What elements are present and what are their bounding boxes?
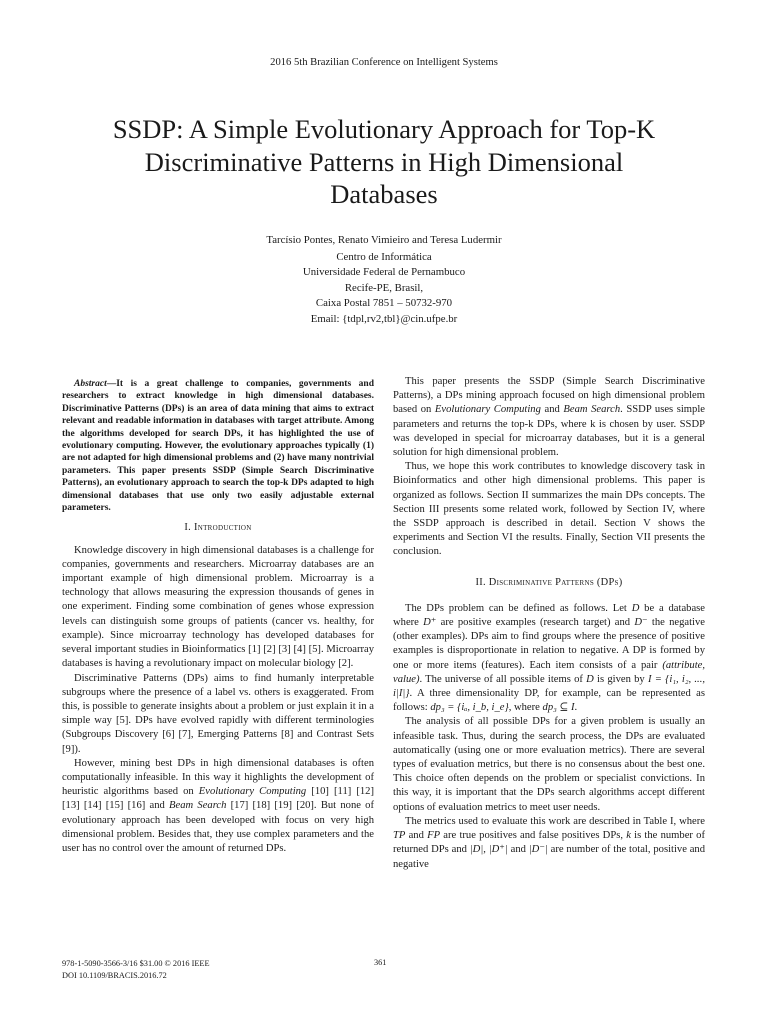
text-run: . The universe of all possible items of	[419, 673, 587, 685]
text-run: .	[574, 702, 578, 714]
text-run: are true positives and false positives DPs,	[440, 830, 627, 842]
section-title: Introduction	[193, 522, 252, 534]
text-run: are positive examples (research target) and	[436, 617, 635, 629]
math: k	[626, 830, 631, 842]
math: D⁺	[423, 617, 437, 629]
text-run: and	[405, 830, 428, 842]
paper-title: SSDP: A Simple Evolutionary Approach for Top-K Discriminative Patterns in High Dimensional Databases	[112, 114, 656, 209]
math: |D|	[469, 844, 484, 856]
right-column	[393, 375, 705, 872]
text-run: This paper presents the SSDP (Simple Search Discriminative Patterns), a DPs mining approach focused on high dimensional problem based on	[393, 376, 705, 416]
conference-header: 2016 5th Brazilian Conference on Intelligent Systems	[270, 57, 498, 68]
section-heading-introduction	[62, 521, 374, 535]
dps-paragraph-3	[393, 815, 705, 872]
text-run: . A three dimensionality DP, for example, can be represented as follows:	[393, 688, 705, 714]
math: dp₃ ⊆ I	[542, 702, 575, 714]
abstract	[62, 378, 374, 514]
math: (attribute, value)	[393, 659, 705, 685]
math: FP	[427, 830, 441, 842]
math: |D⁺|	[488, 844, 508, 856]
math: I = {i₁, i₂, ..., i|I|}	[393, 673, 706, 700]
text-run: The DPs problem can be defined as follows. Let	[405, 602, 632, 614]
math: D	[631, 602, 640, 614]
text-run: is given by	[593, 673, 648, 685]
affiliation-dept: Centro de Informática	[336, 251, 432, 263]
text-run: [10] [11] [12] [13] [14] [15] [16] and	[62, 786, 374, 812]
intro-paragraph-5: Thus, we hope this work contributes to knowledge discovery task in Bioinformatics and other high dimensional problems. This paper is organized as follows. Section II summarizes the main DPs concepts. The Section III presents some related work, followed by Section IV, where the SSDP approach is described in detail. Section V shows the experiments and Section VI the results. Finally, Section VII presents the conclusion.	[393, 461, 705, 558]
footer-left	[62, 958, 210, 981]
text-run: [17] [18] [19] [20]. But none of evolutionary approach has been developed with focus on very high dimensional problem. Besides that, they use complex parameters and the user has no control over the amount of returned DPs.	[62, 800, 374, 854]
emphasis: Beam Search	[563, 404, 621, 416]
footer-isbn: 978-1-5090-3566-3/16 $31.00 © 2016 IEEE	[62, 959, 210, 968]
text-run: is the number of returned DPs and	[393, 830, 705, 856]
emphasis: Beam Search	[169, 800, 227, 812]
section-heading-dps	[393, 576, 705, 590]
text-run: the negative (other examples). DPs aim to find groups where the presence of positive examples is disproportionate in relation to negative. A DP is formed by one or more items (features). Each item consists of a pair	[393, 617, 705, 671]
page-number: 361	[374, 958, 387, 967]
emphasis: Evolutionary Computing	[434, 404, 541, 416]
intro-paragraph-1: Knowledge discovery in high dimensional databases is a challenge for companies, governments and researchers. Microarray databases are an important example of high dimensional problem. Microarray is a technology that allows measuring the expression thousands of genes in one experiment. Finding some combination of genes whose expression levels can distinguish some groups of patients (cancer vs. healthy, for example). Since microarray technology has developed databases for several important studies in Bioinformatics [1] [2] [3] [4] [5]. Microarray databases is having a revolutionary impact on molecular biology [2].	[62, 544, 374, 670]
dps-paragraph-2: The analysis of all possible DPs for a given problem is usually an infeasible task. Thus, during the search process, the DPs are evaluated automatically (using one or more evaluation metrics). There are several types of evaluation metrics, but there is no consensus about the best one. This choice often depends on the problem or specialist convictions. In this way, it is important that the DPs search algorithms accept different options of evaluation metrics to meet user needs.	[393, 716, 705, 813]
text-run: However, mining best DPs in high dimensional databases is often computationally infeasible. In this way it highlights the development of heuristic algorithms based on	[62, 757, 374, 798]
section-number: I.	[184, 522, 192, 534]
text-run: and	[507, 844, 529, 856]
text-run: and	[540, 404, 564, 416]
affiliation-postal: Caixa Postal 7851 – 50732-970	[315, 297, 453, 310]
math: D	[586, 673, 594, 685]
emphasis: Evolutionary Computing	[198, 786, 307, 798]
math: |D⁻|	[528, 844, 548, 856]
intro-paragraph-4	[393, 375, 705, 460]
section-number: II.	[475, 576, 486, 588]
intro-paragraph-2: Discriminative Patterns (DPs) aims to find humanly interpretable subgroups where the presence of a label vs. others is exaggerated. From this, is possible to generate insights about a problem or just explain it in a simple way [5]. DPs have evolved rapidly with different terminologies (Subgroups Discovery [6] [7], Emerging Patterns [8] and Contrast Sets [9]).	[62, 672, 374, 755]
math: dp₃ = {iₐ, i_b, i_e}	[430, 702, 509, 714]
left-column	[62, 378, 374, 856]
math: TP	[393, 830, 406, 842]
dps-paragraph-1	[393, 602, 705, 716]
text-run: are number of the total, positive and negative	[393, 844, 706, 870]
section-title: Discriminative Patterns (DPs)	[488, 576, 623, 588]
text-run: The metrics used to evaluate this work are described in Table I, where	[405, 815, 705, 827]
intro-paragraph-3	[62, 757, 374, 856]
text-run: . SSDP uses simple parameters and returns the top-k DPs, where k is chosen by user. SSDP was developed in special for microarray databases, but it is a general solution for high dimensional problem.	[393, 404, 705, 459]
authors: Tarcísio Pontes, Renato Vimieiro and Teresa Ludermir	[266, 234, 502, 246]
math: D⁻	[634, 617, 648, 629]
affiliation	[0, 250, 768, 327]
affiliation-email: Email: {tdpl,rv2,tbl}@cin.ufpe.br	[310, 312, 458, 325]
text-run: , where	[508, 702, 543, 714]
text-run: ,	[483, 844, 489, 856]
abstract-text: —It is a great challenge to companies, governments and researchers to extract knowledge in high dimensional databases. Discriminative Patterns (DPs) is an area of data mining that aims to extract relevant and readable information in databases with target attribute. Among the algorithms developed for search DPs, it has highlighted the use of evolutionary computing. However, the evolutionary approaches typically (1) are not adapted for high dimensional problems and (2) have many nontrivial parameters. This paper presents SSDP (Simple Search Discriminative Patterns), an evolutionary approach to search the top-k DPs adapted to high dimensional databases that use only two easily adjustable external parameters.	[62, 379, 374, 514]
affiliation-univ: Universidade Federal de Pernambuco	[302, 266, 466, 279]
abstract-lead: Abstract	[74, 379, 107, 389]
affiliation-city: Recife-PE, Brasil,	[344, 281, 424, 294]
text-run: be a database where	[393, 602, 705, 629]
footer-doi: DOI 10.1109/BRACIS.2016.72	[62, 970, 167, 980]
